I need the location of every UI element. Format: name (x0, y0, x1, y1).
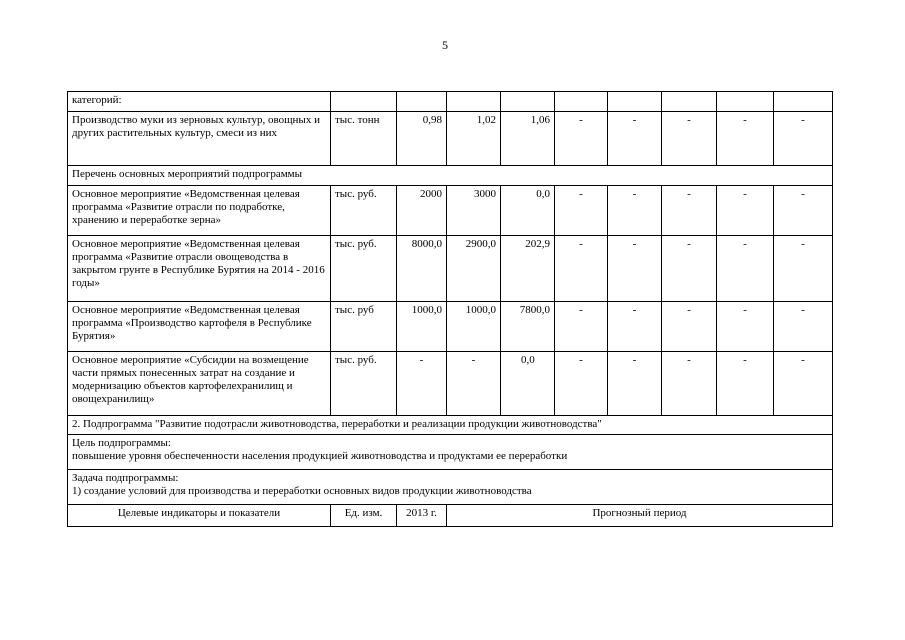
forecast-cell: - (717, 112, 774, 166)
column-header-indicators: Целевые индикаторы и показатели (68, 505, 331, 527)
value-cell: 3000 (447, 186, 501, 236)
goal-text: повышение уровня обеспеченности населения продукцией животноводства и продуктами ее переработки (72, 450, 568, 462)
forecast-cell: - (555, 236, 608, 302)
table-header-row (68, 505, 833, 527)
forecast-cell: - (774, 302, 833, 352)
table-row (68, 470, 833, 505)
column-header-unit: Ед. изм. (331, 505, 397, 527)
forecast-cell: - (555, 112, 608, 166)
table-row (68, 166, 833, 186)
goal-label: Цель подпрограммы: (72, 437, 171, 449)
subprogram-goal (68, 435, 833, 470)
value-cell: - (397, 352, 447, 416)
activity-name: Основное мероприятие «Ведомственная целевая программа «Производство картофеля в Республике Бурятия» (68, 302, 331, 352)
value-cell: 0,98 (397, 112, 447, 166)
value-cell: 1000,0 (397, 302, 447, 352)
section-heading: Перечень основных мероприятий подпрограммы (68, 166, 833, 186)
value-cell: 202,9 (501, 236, 555, 302)
row-label: категорий: (68, 92, 331, 112)
forecast-cell: - (717, 186, 774, 236)
forecast-cell: - (717, 236, 774, 302)
table-row (68, 236, 833, 302)
table-row (68, 112, 833, 166)
forecast-cell: - (555, 186, 608, 236)
table-row (68, 352, 833, 416)
activity-name: Основное мероприятие «Субсидии на возмещение части прямых понесенных затрат на создание и модернизацию объектов картофелехранилищ и овощехранилищ» (68, 352, 331, 416)
table-row (68, 302, 833, 352)
forecast-cell: - (555, 302, 608, 352)
forecast-cell: - (662, 302, 717, 352)
value-cell: 7800,0 (501, 302, 555, 352)
page-number: 5 (442, 38, 448, 52)
forecast-cell: - (717, 302, 774, 352)
forecast-cell: - (662, 186, 717, 236)
forecast-cell: - (662, 112, 717, 166)
unit-cell: тыс. руб (331, 302, 397, 352)
value-cell: 8000,0 (397, 236, 447, 302)
unit-cell: тыс. руб. (331, 186, 397, 236)
forecast-cell: - (662, 236, 717, 302)
table-row (68, 186, 833, 236)
value-cell: 2900,0 (447, 236, 501, 302)
table-row (68, 435, 833, 470)
unit-cell: тыс. руб. (331, 236, 397, 302)
forecast-cell: - (608, 352, 662, 416)
value-cell: 0,0 (501, 186, 555, 236)
column-header-year: 2013 г. (397, 505, 447, 527)
task-text: 1) создание условий для производства и переработки основных видов продукции животноводства (72, 485, 532, 497)
program-indicators-table (67, 91, 833, 527)
table-row (68, 416, 833, 435)
indicator-name: Производство муки из зерновых культур, овощных и других растительных культур, смеси из них (68, 112, 331, 166)
subprogram-heading: 2. Подпрограмма "Развитие подотрасли животноводства, переработки и реализации продукции животноводства" (68, 416, 833, 435)
forecast-cell: - (717, 352, 774, 416)
value-cell: 1000,0 (447, 302, 501, 352)
task-label: Задача подпрограммы: (72, 472, 179, 484)
activity-name: Основное мероприятие «Ведомственная целевая программа «Развитие отрасли по подработке, хранению и переработке зерна» (68, 186, 331, 236)
forecast-cell: - (608, 302, 662, 352)
forecast-cell: - (774, 352, 833, 416)
table-row (68, 92, 833, 112)
forecast-cell: - (774, 186, 833, 236)
value-cell: 1,02 (447, 112, 501, 166)
value-cell: - (447, 352, 501, 416)
forecast-cell: - (774, 236, 833, 302)
forecast-cell: - (608, 112, 662, 166)
forecast-cell: - (608, 186, 662, 236)
forecast-cell: - (608, 236, 662, 302)
value-cell: 0,0 (501, 352, 555, 416)
forecast-cell: - (555, 352, 608, 416)
subprogram-task (68, 470, 833, 505)
forecast-cell: - (662, 352, 717, 416)
activity-name: Основное мероприятие «Ведомственная целевая программа «Развитие отрасли овощеводства в закрытом грунте в Республике Бурятия на 2014 - 2016 годы» (68, 236, 331, 302)
forecast-cell: - (774, 112, 833, 166)
unit-cell: тыс. руб. (331, 352, 397, 416)
column-header-forecast: Прогнозный период (447, 505, 833, 527)
unit-cell: тыс. тонн (331, 112, 397, 166)
value-cell: 1,06 (501, 112, 555, 166)
value-cell: 2000 (397, 186, 447, 236)
